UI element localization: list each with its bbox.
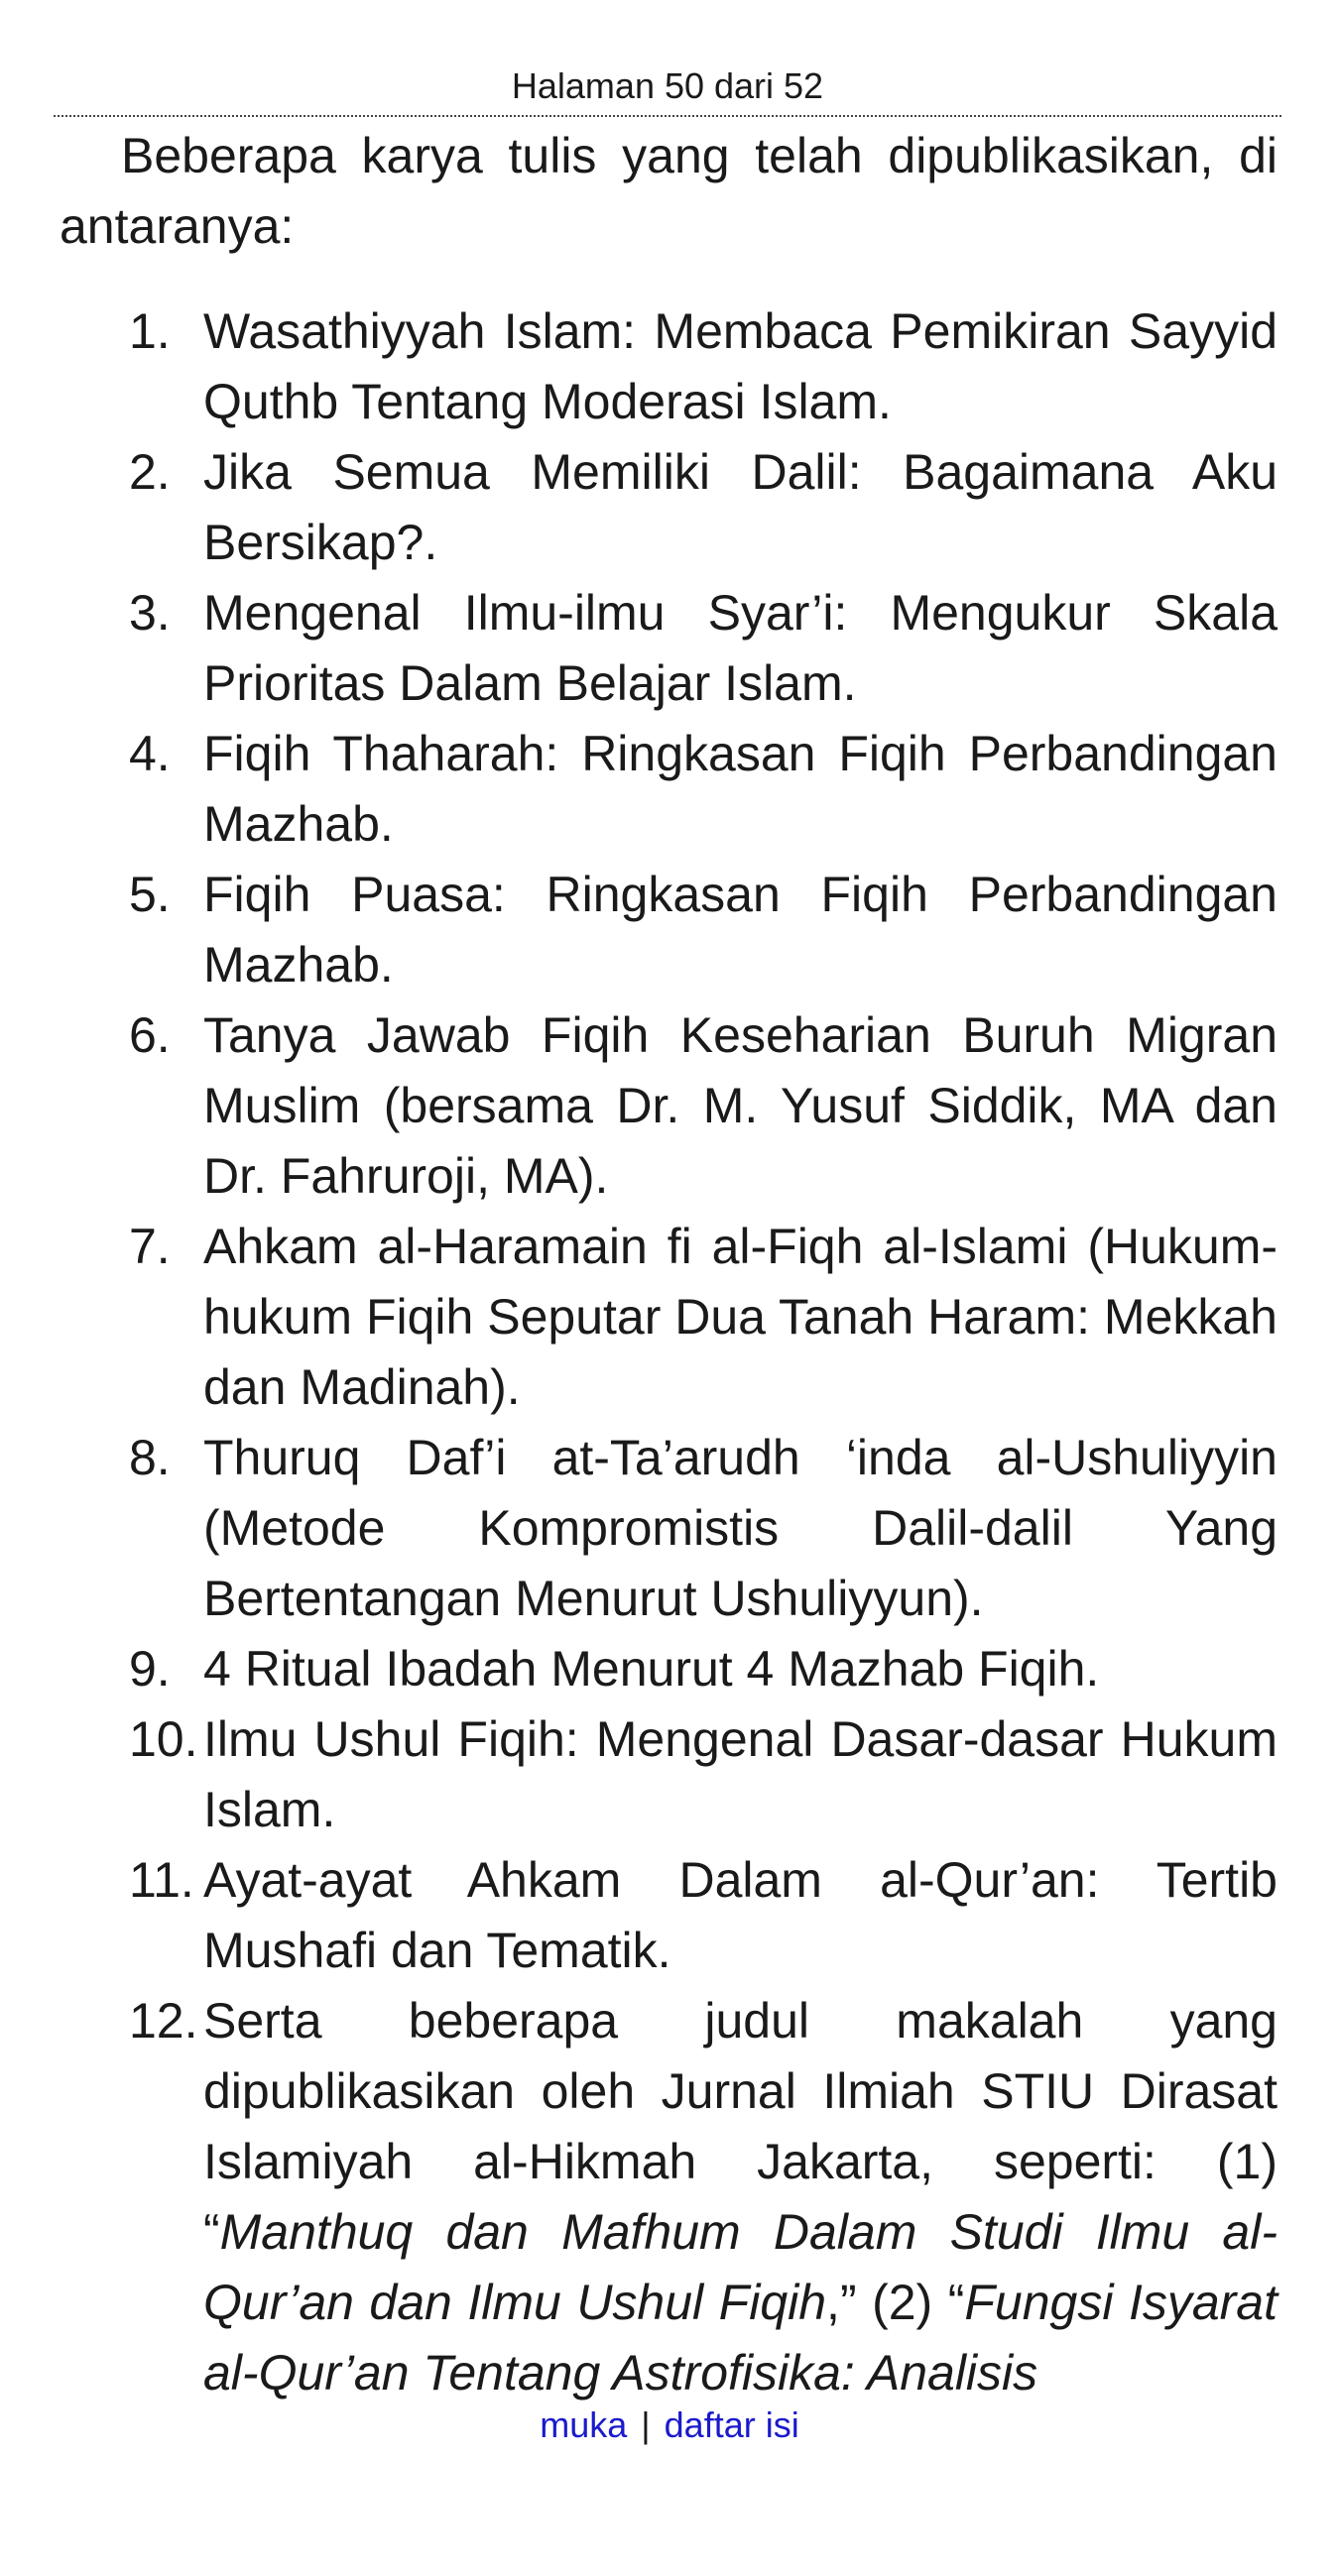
list-item-text: Mengenal Ilmu-ilmu Syar’i: Mengukur Skala Prioritas Dalam Belajar Islam. <box>203 585 1278 711</box>
page-content <box>60 121 1278 2408</box>
item12-text-between: ,” (2) “ <box>826 2275 965 2330</box>
list-item <box>60 1845 1278 1986</box>
list-item-number: 7. <box>129 1219 171 1274</box>
list-item-number: 11. <box>129 1852 194 1908</box>
footer-separator: | <box>641 2404 651 2445</box>
list-item-number: 1. <box>129 303 171 359</box>
list-item-text: Ahkam al-Haramain fi al-Fiqh al-Islami (Hukum-hukum Fiqih Seputar Dua Tanah Haram: Mekkah dan Madinah). <box>203 1219 1278 1415</box>
list-item-number: 5. <box>129 867 171 922</box>
muka-link[interactable]: muka <box>540 2404 628 2445</box>
page-footer <box>0 2398 1339 2453</box>
list-item-text: Fiqih Puasa: Ringkasan Fiqih Perbandingan Mazhab. <box>203 867 1278 993</box>
list-item-number: 8. <box>129 1430 171 1485</box>
list-item-number: 10. <box>129 1711 198 1767</box>
intro-paragraph: Beberapa karya tulis yang telah dipublikasikan, di antaranya: <box>60 128 1278 254</box>
list-item <box>60 1423 1278 1634</box>
publication-list <box>60 296 1278 2408</box>
list-item-number: 6. <box>129 1007 171 1063</box>
item12-title-2: Fungsi Isyarat al-Qur’an Tentang Astrofisika: Analisis <box>203 2275 1278 2400</box>
list-item <box>60 1634 1278 1704</box>
page-header <box>54 58 1281 117</box>
item12-text-before: Serta beberapa judul makalah yang dipublikasikan oleh Jurnal Ilmiah STIU Dirasat Islamiyah al-Hikmah Jakarta, seperti: (1) “ <box>203 1993 1278 2260</box>
item12-title-1: Manthuq dan Mafhum Dalam Studi Ilmu al-Qur’an dan Ilmu Ushul Fiqih <box>203 2204 1278 2330</box>
list-item <box>60 860 1278 1000</box>
list-item-number: 4. <box>129 726 171 781</box>
list-item <box>60 1000 1278 1212</box>
list-item <box>60 719 1278 860</box>
list-item <box>60 1986 1278 2408</box>
list-item-number: 9. <box>129 1641 171 1697</box>
list-item-text: Wasathiyyah Islam: Membaca Pemikiran Sayyid Quthb Tentang Moderasi Islam. <box>203 303 1278 429</box>
daftar-isi-link[interactable]: daftar isi <box>664 2404 799 2445</box>
list-item <box>60 437 1278 578</box>
list-item-number: 3. <box>129 585 171 641</box>
page-indicator: Halaman 50 dari 52 <box>511 65 824 106</box>
list-item-text: Jika Semua Memiliki Dalil: Bagaimana Aku Bersikap?. <box>203 444 1278 570</box>
list-item <box>60 578 1278 719</box>
list-item-number: 2. <box>129 444 171 500</box>
list-item-text: Tanya Jawab Fiqih Keseharian Buruh Migran Muslim (bersama Dr. M. Yusuf Siddik, MA dan Dr. Fahruroji, MA). <box>203 1007 1278 1204</box>
list-item-number: 12. <box>129 1993 198 2049</box>
list-item <box>60 296 1278 437</box>
list-item <box>60 1704 1278 1845</box>
list-item-text: Ilmu Ushul Fiqih: Mengenal Dasar-dasar Hukum Islam. <box>203 1711 1278 1837</box>
list-item-text: Ayat-ayat Ahkam Dalam al-Qur’an: Tertib Mushafi dan Tematik. <box>203 1852 1278 1978</box>
list-item <box>60 1212 1278 1423</box>
list-item-text <box>203 1986 1278 2408</box>
list-item-text: Thuruq Daf’i at-Ta’arudh ‘inda al-Ushuliyyin (Metode Kompromistis Dalil-dalil Yang Bertentangan Menurut Ushuliyyun). <box>203 1430 1278 1626</box>
list-item-text: 4 Ritual Ibadah Menurut 4 Mazhab Fiqih. <box>203 1641 1100 1697</box>
list-item-text: Fiqih Thaharah: Ringkasan Fiqih Perbandingan Mazhab. <box>203 726 1278 852</box>
